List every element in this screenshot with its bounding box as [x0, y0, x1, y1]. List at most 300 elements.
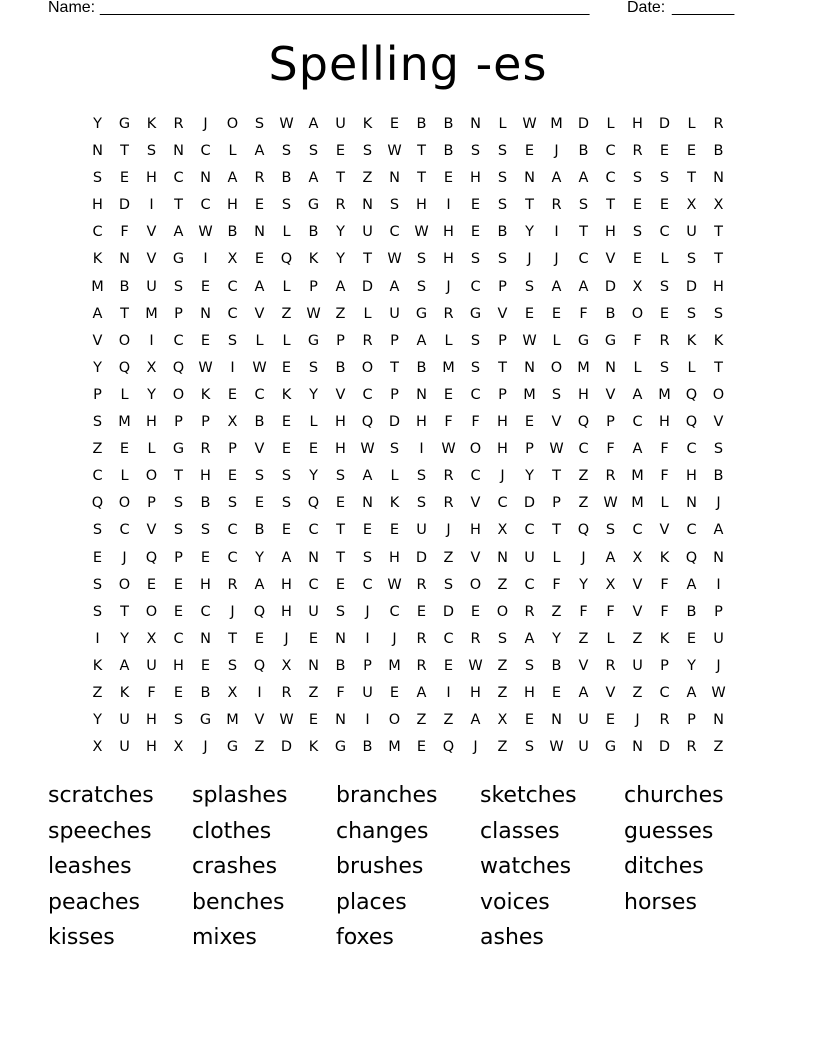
grid-letter[interactable]: S — [92, 414, 103, 431]
grid-letter[interactable]: Y — [93, 359, 102, 376]
grid-letter[interactable]: A — [173, 224, 184, 241]
grid-letter[interactable]: V — [497, 305, 508, 322]
grid-letter[interactable]: H — [578, 386, 589, 403]
grid-letter[interactable]: E — [254, 251, 265, 268]
grid-letter[interactable]: R — [659, 712, 670, 729]
grid-letter[interactable]: S — [389, 441, 400, 458]
grid-letter[interactable]: C — [659, 224, 670, 241]
grid-letter[interactable]: N — [713, 549, 724, 566]
grid-letter[interactable]: N — [335, 630, 346, 647]
grid-letter[interactable]: A — [686, 576, 697, 593]
grid-letter[interactable]: I — [257, 684, 262, 701]
grid-letter[interactable]: D — [361, 278, 374, 295]
grid-letter[interactable]: J — [446, 278, 451, 295]
grid-letter[interactable]: L — [147, 441, 156, 458]
grid-letter[interactable]: I — [365, 712, 370, 729]
grid-letter[interactable]: A — [470, 712, 481, 729]
grid-letter[interactable]: F — [471, 414, 480, 431]
grid-letter[interactable]: W — [549, 739, 564, 756]
grid-letter[interactable]: X — [173, 739, 184, 756]
grid-letter[interactable]: Z — [362, 170, 373, 187]
grid-letter[interactable]: G — [118, 116, 131, 132]
grid-letter[interactable]: B — [254, 522, 265, 539]
grid-letter[interactable]: R — [335, 197, 346, 214]
grid-letter[interactable]: S — [632, 170, 643, 187]
grid-letter[interactable]: Q — [577, 522, 590, 539]
grid-letter[interactable]: V — [254, 441, 265, 458]
grid-letter[interactable]: E — [146, 576, 157, 593]
grid-letter[interactable]: B — [200, 684, 211, 701]
grid-letter[interactable]: S — [227, 495, 238, 512]
name-blank[interactable]: _______________________________________________________ — [100, 0, 590, 16]
grid-letter[interactable]: A — [578, 278, 589, 295]
grid-letter[interactable]: K — [389, 495, 400, 512]
grid-letter[interactable]: T — [120, 305, 129, 322]
grid-letter[interactable]: E — [335, 143, 346, 160]
grid-letter[interactable]: H — [281, 576, 292, 593]
grid-letter[interactable]: I — [554, 224, 559, 241]
grid-letter[interactable]: Y — [255, 549, 264, 566]
grid-letter[interactable]: A — [416, 684, 427, 701]
grid-letter[interactable]: B — [686, 603, 697, 620]
grid-letter[interactable]: L — [120, 468, 129, 485]
grid-letter[interactable]: L — [444, 332, 453, 349]
grid-letter[interactable]: D — [658, 116, 671, 132]
grid-letter[interactable]: R — [281, 684, 292, 701]
grid-letter[interactable]: T — [714, 359, 723, 376]
grid-letter[interactable]: W — [387, 251, 402, 268]
grid-letter[interactable]: E — [416, 603, 427, 620]
grid-letter[interactable]: B — [416, 116, 427, 132]
grid-letter[interactable]: K — [308, 739, 319, 756]
grid-letter[interactable]: P — [174, 549, 183, 566]
grid-letter[interactable]: E — [173, 684, 184, 701]
grid-letter[interactable]: X — [281, 657, 292, 674]
grid-letter[interactable]: H — [146, 414, 157, 431]
grid-letter[interactable]: X — [227, 251, 238, 268]
grid-letter[interactable]: T — [174, 197, 183, 214]
grid-letter[interactable]: S — [92, 603, 103, 620]
grid-letter[interactable]: N — [308, 549, 319, 566]
grid-letter[interactable]: P — [336, 332, 345, 349]
grid-letter[interactable]: Z — [281, 305, 292, 322]
grid-letter[interactable]: U — [713, 630, 724, 647]
grid-letter[interactable]: A — [578, 170, 589, 187]
grid-letter[interactable]: E — [92, 549, 103, 566]
grid-letter[interactable]: J — [473, 739, 478, 756]
grid-letter[interactable]: K — [362, 116, 373, 132]
grid-letter[interactable]: E — [443, 386, 454, 403]
grid-letter[interactable]: S — [308, 359, 319, 376]
grid-letter[interactable]: P — [498, 332, 507, 349]
grid-letter[interactable]: V — [632, 576, 643, 593]
grid-letter[interactable]: S — [416, 278, 427, 295]
grid-letter[interactable]: G — [226, 739, 239, 756]
grid-letter[interactable]: C — [578, 441, 589, 458]
grid-letter[interactable]: H — [632, 116, 643, 132]
grid-letter[interactable]: E — [227, 386, 238, 403]
grid-letter[interactable]: V — [146, 224, 157, 241]
grid-letter[interactable]: G — [577, 332, 590, 349]
grid-letter[interactable]: T — [579, 224, 588, 241]
grid-letter[interactable]: V — [605, 251, 616, 268]
grid-letter[interactable]: F — [660, 576, 669, 593]
grid-letter[interactable]: E — [470, 197, 481, 214]
grid-letter[interactable]: V — [713, 414, 724, 431]
grid-letter[interactable]: S — [443, 576, 454, 593]
grid-letter[interactable]: P — [93, 386, 102, 403]
grid-letter[interactable]: T — [714, 224, 723, 241]
grid-letter[interactable]: Q — [253, 657, 266, 674]
grid-letter[interactable]: C — [362, 576, 373, 593]
grid-letter[interactable]: F — [552, 576, 561, 593]
grid-letter[interactable]: Y — [336, 251, 345, 268]
grid-letter[interactable]: U — [119, 739, 130, 756]
grid-letter[interactable]: D — [415, 549, 428, 566]
grid-letter[interactable]: N — [524, 170, 535, 187]
grid-letter[interactable]: G — [172, 441, 185, 458]
grid-letter[interactable]: B — [200, 495, 211, 512]
grid-letter[interactable]: E — [659, 197, 670, 214]
grid-letter[interactable]: H — [281, 603, 292, 620]
grid-letter[interactable]: N — [119, 251, 130, 268]
grid-letter[interactable]: S — [524, 739, 535, 756]
grid-letter[interactable]: H — [146, 739, 157, 756]
grid-letter[interactable]: H — [497, 441, 508, 458]
grid-letter[interactable]: B — [443, 143, 454, 160]
grid-letter[interactable]: X — [632, 278, 643, 295]
grid-letter[interactable]: T — [498, 359, 507, 376]
grid-letter[interactable]: E — [632, 197, 643, 214]
grid-letter[interactable]: E — [470, 603, 481, 620]
grid-letter[interactable]: W — [198, 359, 213, 376]
grid-letter[interactable]: Y — [93, 116, 102, 132]
grid-letter[interactable]: A — [254, 576, 265, 593]
grid-letter[interactable]: Q — [442, 739, 455, 756]
grid-letter[interactable]: A — [227, 170, 238, 187]
grid-letter[interactable]: H — [92, 197, 103, 214]
grid-letter[interactable]: S — [524, 657, 535, 674]
grid-letter[interactable]: R — [443, 305, 454, 322]
grid-letter[interactable]: S — [92, 576, 103, 593]
grid-letter[interactable]: E — [389, 684, 400, 701]
grid-letter[interactable]: B — [362, 739, 373, 756]
grid-letter[interactable]: C — [308, 576, 319, 593]
grid-letter[interactable]: C — [632, 414, 643, 431]
grid-letter[interactable]: E — [524, 414, 535, 431]
grid-letter[interactable]: T — [228, 630, 237, 647]
grid-letter[interactable]: E — [470, 224, 481, 241]
grid-letter[interactable]: H — [659, 414, 670, 431]
grid-letter[interactable]: U — [524, 549, 535, 566]
grid-letter[interactable]: Z — [443, 549, 454, 566]
grid-letter[interactable]: C — [659, 684, 670, 701]
grid-letter[interactable]: H — [227, 197, 238, 214]
grid-letter[interactable]: Z — [497, 739, 508, 756]
grid-letter[interactable]: D — [118, 197, 131, 214]
grid-letter[interactable]: A — [389, 278, 400, 295]
grid-letter[interactable]: E — [308, 712, 319, 729]
grid-letter[interactable]: H — [146, 170, 157, 187]
grid-letter[interactable]: U — [308, 603, 319, 620]
grid-letter[interactable]: A — [254, 278, 265, 295]
grid-letter[interactable]: R — [254, 170, 265, 187]
grid-letter[interactable]: G — [307, 332, 320, 349]
grid-letter[interactable]: R — [605, 657, 616, 674]
grid-letter[interactable]: T — [417, 170, 426, 187]
grid-letter[interactable]: N — [686, 495, 697, 512]
grid-letter[interactable]: B — [335, 359, 346, 376]
grid-letter[interactable]: V — [470, 549, 481, 566]
grid-letter[interactable]: C — [524, 576, 535, 593]
grid-letter[interactable]: A — [281, 549, 292, 566]
grid-letter[interactable]: L — [552, 332, 561, 349]
grid-letter[interactable]: F — [660, 468, 669, 485]
grid-letter[interactable]: G — [604, 739, 617, 756]
grid-letter[interactable]: Y — [579, 576, 588, 593]
grid-letter[interactable]: E — [551, 684, 562, 701]
grid-letter[interactable]: P — [498, 386, 507, 403]
grid-letter[interactable]: D — [442, 603, 455, 620]
grid-letter[interactable]: M — [631, 495, 644, 512]
grid-letter[interactable]: C — [200, 603, 211, 620]
grid-letter[interactable]: S — [605, 522, 616, 539]
grid-letter[interactable]: R — [632, 143, 643, 160]
grid-letter[interactable]: L — [606, 630, 615, 647]
grid-letter[interactable]: S — [713, 305, 724, 322]
grid-letter[interactable]: J — [122, 549, 127, 566]
grid-letter[interactable]: L — [633, 359, 642, 376]
grid-letter[interactable]: S — [92, 522, 103, 539]
grid-letter[interactable]: E — [443, 170, 454, 187]
grid-letter[interactable]: H — [335, 414, 346, 431]
grid-letter[interactable]: L — [282, 332, 291, 349]
grid-letter[interactable]: N — [389, 170, 400, 187]
grid-letter[interactable]: L — [282, 224, 291, 241]
grid-letter[interactable]: S — [686, 251, 697, 268]
grid-letter[interactable]: P — [606, 414, 615, 431]
grid-letter[interactable]: B — [227, 224, 238, 241]
grid-letter[interactable]: X — [227, 684, 238, 701]
grid-letter[interactable]: D — [658, 739, 671, 756]
grid-letter[interactable]: O — [145, 603, 158, 620]
grid-letter[interactable]: O — [118, 495, 131, 512]
grid-letter[interactable]: P — [174, 305, 183, 322]
grid-letter[interactable]: R — [659, 332, 670, 349]
grid-letter[interactable]: L — [282, 278, 291, 295]
grid-letter[interactable]: C — [227, 549, 238, 566]
grid-letter[interactable]: M — [523, 386, 536, 403]
grid-letter[interactable]: N — [605, 359, 616, 376]
grid-letter[interactable]: C — [362, 386, 373, 403]
grid-letter[interactable]: X — [713, 197, 724, 214]
grid-letter[interactable]: H — [470, 170, 481, 187]
grid-letter[interactable]: E — [119, 170, 130, 187]
grid-letter[interactable]: S — [200, 522, 211, 539]
grid-letter[interactable]: W — [306, 305, 321, 322]
grid-letter[interactable]: Y — [93, 712, 102, 729]
grid-letter[interactable]: F — [579, 305, 588, 322]
grid-letter[interactable]: X — [146, 630, 157, 647]
grid-letter[interactable]: S — [254, 468, 265, 485]
grid-letter[interactable]: N — [551, 712, 562, 729]
grid-letter[interactable]: T — [336, 549, 345, 566]
grid-letter[interactable]: B — [713, 143, 724, 160]
grid-letter[interactable]: E — [200, 549, 211, 566]
grid-letter[interactable]: M — [118, 414, 131, 431]
grid-letter[interactable]: S — [362, 549, 373, 566]
grid-letter[interactable]: J — [716, 657, 721, 674]
grid-letter[interactable]: S — [389, 197, 400, 214]
grid-letter[interactable]: P — [147, 495, 156, 512]
grid-letter[interactable]: M — [226, 712, 239, 729]
grid-letter[interactable]: C — [389, 224, 400, 241]
grid-letter[interactable]: S — [524, 278, 535, 295]
grid-letter[interactable]: N — [497, 549, 508, 566]
grid-letter[interactable]: J — [500, 468, 505, 485]
grid-letter[interactable]: S — [416, 468, 427, 485]
grid-letter[interactable]: L — [552, 549, 561, 566]
grid-letter[interactable]: M — [442, 359, 455, 376]
grid-letter[interactable]: S — [173, 522, 184, 539]
grid-letter[interactable]: O — [631, 305, 644, 322]
grid-letter[interactable]: U — [335, 116, 346, 132]
grid-letter[interactable]: C — [497, 495, 508, 512]
grid-letter[interactable]: U — [578, 712, 589, 729]
grid-letter[interactable]: Z — [92, 684, 103, 701]
grid-letter[interactable]: V — [659, 522, 670, 539]
grid-letter[interactable]: C — [200, 143, 211, 160]
grid-letter[interactable]: M — [550, 116, 563, 132]
grid-letter[interactable]: V — [254, 712, 265, 729]
grid-letter[interactable]: S — [470, 143, 481, 160]
grid-letter[interactable]: C — [470, 468, 481, 485]
grid-letter[interactable]: R — [524, 603, 535, 620]
grid-letter[interactable]: Z — [92, 441, 103, 458]
grid-letter[interactable]: N — [254, 224, 265, 241]
grid-letter[interactable]: T — [552, 468, 561, 485]
grid-letter[interactable]: H — [470, 522, 481, 539]
grid-letter[interactable]: H — [200, 576, 211, 593]
grid-letter[interactable]: C — [92, 224, 103, 241]
grid-letter[interactable]: P — [174, 414, 183, 431]
grid-letter[interactable]: G — [604, 332, 617, 349]
grid-letter[interactable]: J — [716, 495, 721, 512]
grid-letter[interactable]: T — [390, 359, 399, 376]
grid-letter[interactable]: J — [446, 522, 451, 539]
grid-letter[interactable]: Q — [577, 414, 590, 431]
grid-letter[interactable]: W — [387, 143, 402, 160]
grid-letter[interactable]: G — [172, 251, 185, 268]
grid-letter[interactable]: E — [362, 522, 373, 539]
grid-letter[interactable]: S — [416, 251, 427, 268]
grid-letter[interactable]: L — [255, 332, 264, 349]
grid-letter[interactable]: H — [443, 251, 454, 268]
grid-letter[interactable]: C — [227, 278, 238, 295]
grid-letter[interactable]: N — [200, 630, 211, 647]
grid-letter[interactable]: W — [198, 224, 213, 241]
grid-letter[interactable]: M — [658, 386, 671, 403]
grid-letter[interactable]: O — [496, 603, 509, 620]
grid-letter[interactable]: S — [497, 143, 508, 160]
grid-letter[interactable]: E — [308, 441, 319, 458]
grid-letter[interactable]: W — [711, 684, 726, 701]
grid-letter[interactable]: E — [524, 305, 535, 322]
grid-letter[interactable]: N — [335, 712, 346, 729]
grid-letter[interactable]: U — [362, 224, 373, 241]
grid-letter[interactable]: L — [120, 386, 129, 403]
grid-letter[interactable]: U — [362, 684, 373, 701]
grid-letter[interactable]: B — [281, 170, 292, 187]
grid-letter[interactable]: Z — [578, 495, 589, 512]
grid-letter[interactable]: D — [280, 739, 293, 756]
grid-letter[interactable]: S — [632, 224, 643, 241]
grid-letter[interactable]: J — [635, 712, 640, 729]
grid-letter[interactable]: T — [417, 143, 426, 160]
grid-letter[interactable]: U — [389, 305, 400, 322]
grid-letter[interactable]: Z — [632, 684, 643, 701]
grid-letter[interactable]: S — [335, 468, 346, 485]
grid-letter[interactable]: L — [660, 251, 669, 268]
grid-letter[interactable]: A — [632, 441, 643, 458]
grid-letter[interactable]: J — [284, 630, 289, 647]
grid-letter[interactable]: L — [498, 116, 507, 132]
grid-letter[interactable]: S — [281, 197, 292, 214]
grid-letter[interactable]: Q — [280, 251, 293, 268]
grid-letter[interactable]: Q — [91, 495, 104, 512]
grid-letter[interactable]: S — [173, 278, 184, 295]
grid-letter[interactable]: H — [416, 197, 427, 214]
grid-letter[interactable]: R — [713, 116, 724, 132]
grid-letter[interactable]: A — [524, 630, 535, 647]
grid-letter[interactable]: K — [146, 116, 157, 132]
grid-letter[interactable]: O — [361, 359, 374, 376]
grid-letter[interactable]: B — [578, 143, 589, 160]
grid-letter[interactable]: H — [389, 549, 400, 566]
grid-letter[interactable]: S — [470, 359, 481, 376]
grid-letter[interactable]: R — [686, 739, 697, 756]
grid-letter[interactable]: P — [660, 657, 669, 674]
grid-letter[interactable]: I — [419, 441, 424, 458]
grid-letter[interactable]: R — [551, 197, 562, 214]
grid-letter[interactable]: H — [686, 468, 697, 485]
grid-letter[interactable]: Z — [416, 712, 427, 729]
grid-letter[interactable]: J — [392, 630, 397, 647]
grid-letter[interactable]: K — [659, 549, 670, 566]
grid-letter[interactable]: N — [362, 197, 373, 214]
grid-letter[interactable]: R — [200, 441, 211, 458]
grid-letter[interactable]: N — [632, 739, 643, 756]
grid-letter[interactable]: W — [414, 224, 429, 241]
grid-letter[interactable]: Z — [497, 684, 508, 701]
grid-letter[interactable]: Z — [308, 684, 319, 701]
grid-letter[interactable]: S — [281, 495, 292, 512]
grid-letter[interactable]: S — [308, 143, 319, 160]
grid-letter[interactable]: P — [687, 712, 696, 729]
grid-letter[interactable]: K — [281, 386, 292, 403]
grid-letter[interactable]: A — [416, 332, 427, 349]
grid-letter[interactable]: T — [552, 522, 561, 539]
grid-letter[interactable]: O — [226, 116, 239, 132]
grid-letter[interactable]: J — [554, 251, 559, 268]
grid-letter[interactable]: S — [659, 359, 670, 376]
grid-letter[interactable]: B — [713, 468, 724, 485]
grid-letter[interactable]: C — [254, 386, 265, 403]
grid-letter[interactable]: S — [227, 657, 238, 674]
grid-letter[interactable]: W — [387, 576, 402, 593]
grid-letter[interactable]: R — [173, 116, 184, 132]
grid-letter[interactable]: P — [552, 495, 561, 512]
